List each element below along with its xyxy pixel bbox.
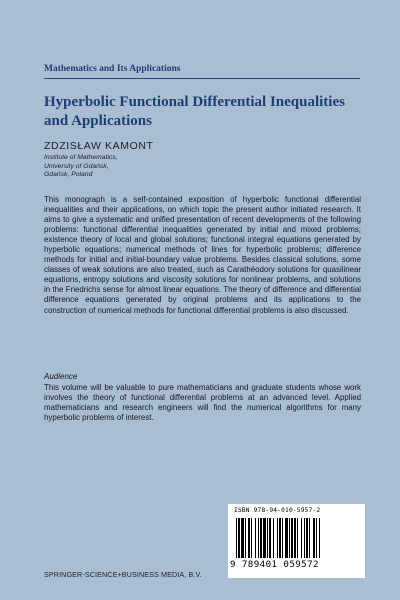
author-affiliation: [44, 154, 118, 180]
series-name: Mathematics and Its Applications: [44, 64, 181, 74]
book-title-line-1: Hyperbolic Functional Differential Inequalities: [44, 94, 345, 110]
barcode-icon: [236, 518, 357, 558]
affiliation-line: Gdańsk, Poland: [44, 171, 93, 179]
affiliation-line: University of Gdańsk,: [44, 162, 109, 170]
audience-heading: Audience: [44, 372, 78, 381]
audience-description: This volume will be valuable to pure mathematicians and graduate students whose work involves the theory of functional differential problems at an advanced level. Applied mathematicians and research engineers will find the numerical algorithms for many hyperbolic problems of interest.: [44, 383, 361, 423]
barcode-digits: 9 789401 059572: [230, 559, 319, 570]
book-title-line-2: and Applications: [44, 113, 152, 129]
series-divider: [44, 78, 360, 79]
book-description: This monograph is a self-contained exposition of hyperbolic functional differential inequalities and their applications, on which topic the present author initiated research. It aims to give a systematic and unified presentation of recent developments of the following problems: functional differential inequalities generated by initial and mixed problems; existence theory of local and global solutions; functional integral equations generated by hyperbolic equations; numerical methods of lines for hyperbolic problems; difference methods for initial and initial-boundary value problems. Besides classical solutions, some classes of weak solutions are also treated, such as Carathéodory solutions for quasilinear equations, entropy solutions and viscosity solutions for nonlinear problems, and solutions in the Friedrichs sense for almost linear equations. The theory of difference and differential difference equations generated by original problems and its applications to the construction of numerical methods for functional differential problems is also discussed.: [44, 195, 361, 315]
isbn-number: ISBN 978-94-010-5957-2: [234, 507, 321, 514]
barcode-label: [228, 504, 365, 578]
author-name: ZDZISŁAW KAMONT: [44, 140, 154, 152]
publisher-name: SPRINGER-SCIENCE+BUSINESS MEDIA, B.V.: [44, 570, 202, 579]
book-title: [44, 93, 360, 131]
affiliation-line: Institute of Mathematics,: [44, 154, 118, 161]
